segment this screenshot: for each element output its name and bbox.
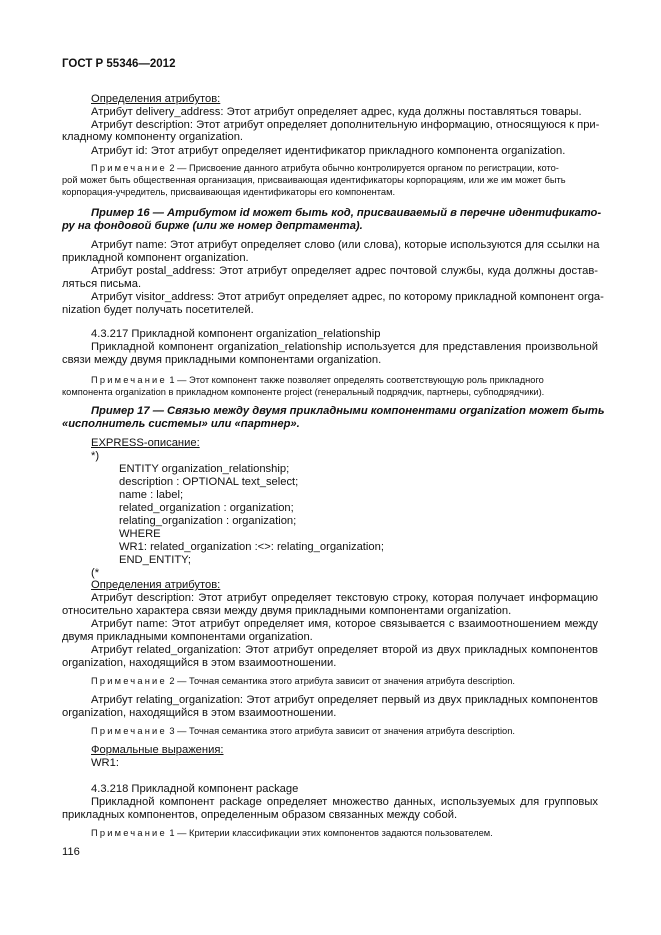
related-org-def-line2: organization, находящийся в этом взаимоотношении.	[62, 657, 337, 669]
note-text: 2 — Присвоение данного атрибута обычно контролируется органом по регистрации, кото-	[169, 163, 559, 173]
section-4-3-218-heading: 4.3.218 Прикладной компонент package	[91, 783, 299, 795]
rel-name-def-line2: двумя прикладными компонентами organization.	[62, 631, 313, 643]
name-def-line1: Атрибут name: Этот атрибут определяет слово (или слова), которые используются для ссылки на	[91, 239, 600, 251]
document-header: ГОСТ Р 55346—2012	[62, 58, 176, 70]
code-line: WHERE	[119, 528, 161, 540]
note-text: 1 — Этот компонент также позволяет определять соответствующую роль прикладного	[169, 375, 544, 385]
code-line: description : OPTIONAL text_select;	[119, 476, 299, 488]
note-label: Примечание	[91, 676, 167, 686]
section-4-3-217-heading: 4.3.217 Прикладной компонент organization_relationship	[91, 328, 381, 340]
example-16-line1: Пример 16 — Атрибутом id может быть код, присваиваемый в перечне идентификато-	[91, 207, 602, 219]
note-2-line3: корпорация-учредитель, присваивающая идентификаторы его компонентам.	[62, 187, 396, 197]
code-line: WR1: related_organization :<>: relating_organization;	[119, 541, 384, 553]
sec218-para-line2: прикладных компонентов, определенным образом связанных между собой.	[62, 809, 458, 821]
postal-address-def-line1: Атрибут postal_address: Этот атрибут определяет адрес почтовой службы, куда должны достав-	[91, 265, 598, 277]
visitor-address-def-line2: nization будет получать посетителей.	[62, 304, 254, 316]
sec217-note-1-line2: компонента organization в прикладном компоненте project (генеральный подрядчик, партнеры, субподрядчики).	[62, 387, 545, 397]
sec217-note-2	[91, 676, 515, 687]
relating-org-def-line1: Атрибут relating_organization: Этот атрибут определяет первый из двух прикладных компонентов	[91, 694, 598, 706]
express-heading: EXPRESS-описание:	[91, 437, 200, 449]
wr1-label: WR1:	[91, 757, 119, 769]
relating-org-def-line2: organization, находящийся в этом взаимоотношении.	[62, 707, 337, 719]
rel-description-def-line1: Атрибут description: Этот атрибут определяет текстовую строку, которая получает информацию	[91, 592, 598, 604]
description-def-line1: Атрибут description: Этот атрибут определяет дополнительную информацию, относящуюся к при-	[91, 119, 600, 131]
rel-name-def-line1: Атрибут name: Этот атрибут определяет имя, которое связывается с взаимоотношением между	[91, 618, 598, 630]
sec217-para-line1: Прикладной компонент organization_relationship используется для представления произвольной	[91, 341, 598, 353]
note-label: Примечание	[91, 163, 167, 173]
note-2-line1	[91, 163, 559, 174]
formal-expressions-heading: Формальные выражения:	[91, 744, 224, 756]
postal-address-def-line2: ляться письма.	[62, 278, 142, 290]
code-line: relating_organization : organization;	[119, 515, 297, 527]
note-label: Примечание	[91, 828, 167, 838]
rel-description-def-line2: относительно характера связи между двумя прикладными компонентами organization.	[62, 605, 512, 617]
code-line: *)	[91, 450, 100, 462]
sec218-note-1	[91, 828, 493, 839]
sec217-note-3	[91, 726, 515, 737]
code-line: (*	[91, 567, 100, 579]
visitor-address-def-line1: Атрибут visitor_address: Этот атрибут определяет адрес, по которому прикладной компонент orga-	[91, 291, 604, 303]
code-line: name : label;	[119, 489, 184, 501]
sec217-para-line2: связи между двумя прикладными компонентами organization.	[62, 354, 382, 366]
note-label: Примечание	[91, 375, 167, 385]
related-org-def-line1: Атрибут related_organization: Этот атрибут определяет второй из двух прикладных компонентов	[91, 644, 598, 656]
description-def-line2: кладному компоненту organization.	[62, 131, 244, 143]
code-line: related_organization : organization;	[119, 502, 294, 514]
note-text: 3 — Точная семантика этого атрибута зависит от значения атрибута description.	[169, 726, 515, 736]
example-17-line2: «исполнитель системы» или «партнер».	[62, 418, 300, 430]
delivery-address-def: Атрибут delivery_address: Этот атрибут определяет адрес, куда должны поставляться товары.	[91, 106, 582, 118]
code-line: END_ENTITY;	[119, 554, 192, 566]
note-2-line2: рой может быть общественная организация, присваивающая идентификаторы корпорациям, или же им может быть	[62, 175, 566, 185]
page-number: 116	[62, 846, 80, 858]
sec217-defs-heading: Определения атрибутов:	[91, 579, 221, 591]
note-text: 1 — Критерии классификации этих компонентов задаются пользователем.	[169, 828, 493, 838]
name-def-line2: прикладной компонент organization.	[62, 252, 249, 264]
sec217-note-1-line1	[91, 375, 544, 386]
code-line: ENTITY organization_relationship;	[119, 463, 290, 475]
id-def: Атрибут id: Этот атрибут определяет идентификатор прикладного компонента organization.	[91, 145, 566, 157]
attr-definitions-heading: Определения атрибутов:	[91, 93, 221, 105]
example-17-line1: Пример 17 — Связью между двумя прикладными компонентами organization может быть	[91, 405, 605, 417]
note-label: Примечание	[91, 726, 167, 736]
note-text: 2 — Точная семантика этого атрибута зависит от значения атрибута description.	[169, 676, 515, 686]
example-16-line2: ру на фондовой бирже (или же номер депртамента).	[62, 220, 363, 232]
sec218-para-line1: Прикладной компонент package определяет множество данных, используемых для групповых	[91, 796, 598, 808]
